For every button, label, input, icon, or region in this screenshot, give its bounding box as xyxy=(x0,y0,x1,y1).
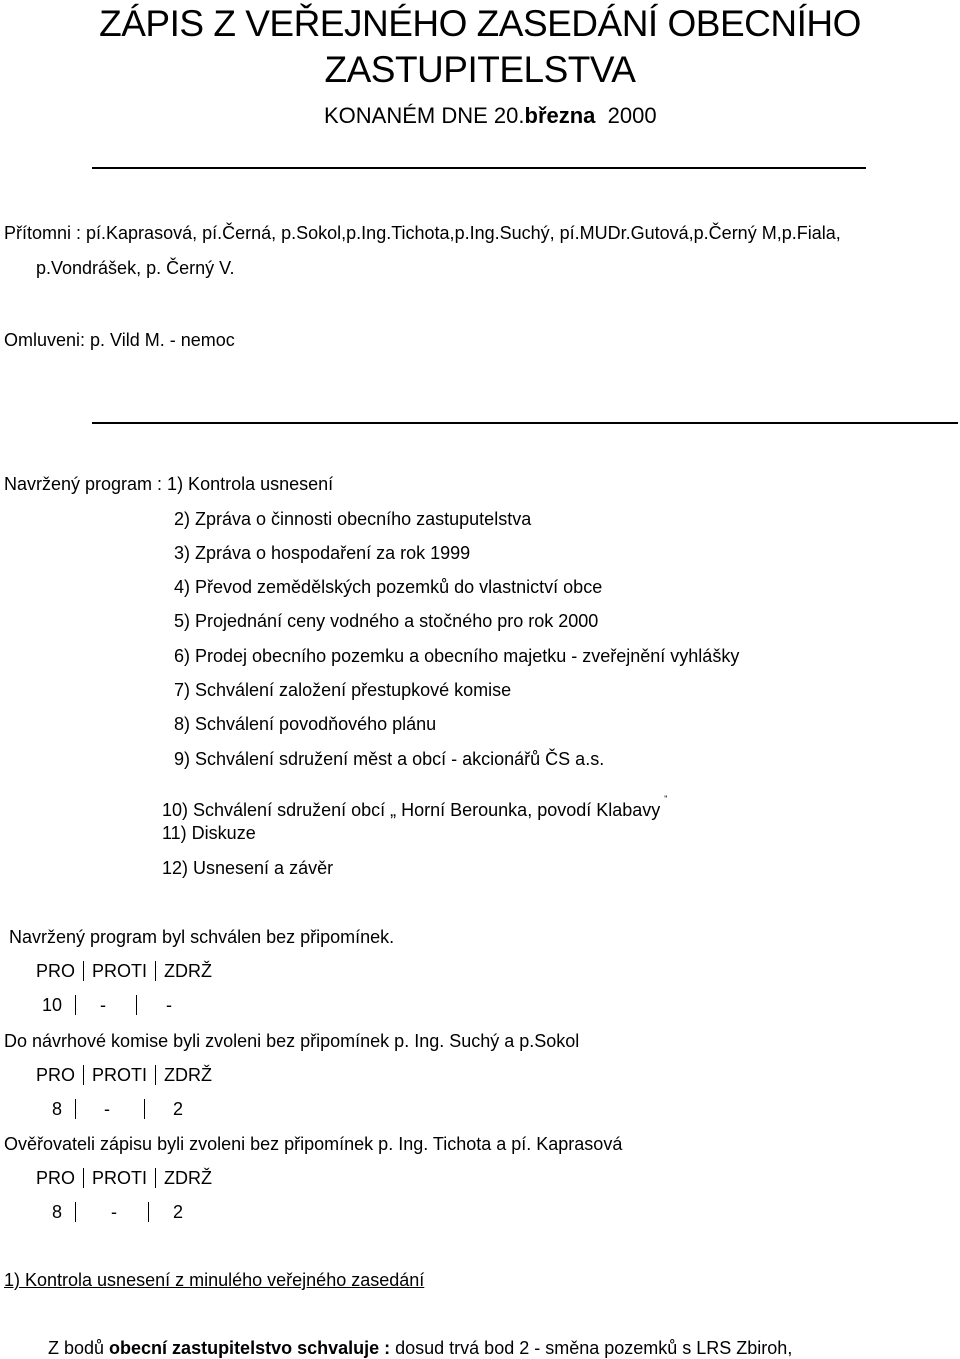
vote-header-proti: PROTI xyxy=(92,1065,148,1085)
vote-zdrz: - xyxy=(166,995,172,1015)
vote-separator xyxy=(136,995,137,1015)
vote-separator xyxy=(83,1168,84,1188)
document-title-line1: ZÁPIS Z VEŘEJNÉHO ZASEDÁNÍ OBECNÍHO xyxy=(99,3,861,44)
vote-proti: - xyxy=(111,1202,117,1222)
date-year-gap xyxy=(595,103,607,128)
attendance-divider xyxy=(92,422,958,424)
vote-header xyxy=(36,1064,212,1086)
vote-separator xyxy=(155,1065,156,1085)
vote-zdrz: 2 xyxy=(173,1099,184,1119)
resolution-text: Navržený program byl schválen bez připomínek. xyxy=(9,927,395,947)
vote-pro: 8 xyxy=(52,1202,63,1222)
vote-separator xyxy=(75,995,76,1015)
present-line2: p.Vondrášek, p. Černý V. xyxy=(36,258,235,278)
vote-separator xyxy=(75,1099,76,1119)
vote-separator xyxy=(75,1202,76,1222)
program-item: 8) Schválení povodňového plánu xyxy=(174,714,437,734)
date-year: 2000 xyxy=(607,103,657,128)
date-prefix: KONANÉM DNE 20. xyxy=(324,103,525,128)
vote-header-zdrz: ZDRŽ xyxy=(164,1168,213,1188)
vote-proti: - xyxy=(104,1099,110,1119)
vote-header-proti: PROTI xyxy=(92,961,148,981)
vote-separator xyxy=(155,1168,156,1188)
vote-zdrz: 2 xyxy=(173,1202,184,1222)
program-item: 2) Zpráva o činnosti obecního zastuputelstva xyxy=(174,509,532,529)
excused-line: Omluveni: p. Vild M. - nemoc xyxy=(4,330,235,350)
program-item: 12) Usnesení a závěr xyxy=(162,858,334,878)
vote-separator xyxy=(83,961,84,981)
vote-separator xyxy=(148,1202,149,1222)
vote-header-pro: PRO xyxy=(36,1168,76,1188)
vote-header xyxy=(36,1167,212,1189)
vote-header-zdrz: ZDRŽ xyxy=(164,961,213,981)
vote-header-pro: PRO xyxy=(36,1065,76,1085)
program-item: 5) Projednání ceny vodného a stočného pro rok 2000 xyxy=(174,611,599,631)
section-body-prefix: Z bodů xyxy=(48,1338,110,1358)
section-body-bold: obecní zastupitelstvo schvaluje : xyxy=(109,1338,391,1358)
program-item: 4) Převod zemědělských pozemků do vlastnictví obce xyxy=(174,577,603,597)
vote-header-zdrz: ZDRŽ xyxy=(164,1065,213,1085)
resolution-text: Do návrhové komise byli zvoleni bez připomínek p. Ing. Suchý a p.Sokol xyxy=(4,1031,580,1051)
vote-separator xyxy=(144,1099,145,1119)
program-item-10-text: 10) Schválení sdružení obcí „ Horní Berounka, povodí Klabavy xyxy=(162,800,661,820)
vote-header-proti: PROTI xyxy=(92,1168,148,1188)
program-item: 6) Prodej obecního pozemku a obecního majetku - zveřejnění vyhlášky xyxy=(174,646,740,666)
vote-pro: 10 xyxy=(42,995,63,1015)
present-line1: Přítomni : pí.Kaprasová, pí.Černá, p.Sokol,p.Ing.Tichota,p.Ing.Suchý, pí.MUDr.Gutová,p.Černý M,p.Fiala, xyxy=(4,223,841,243)
section-heading: 1) Kontrola usnesení z minulého veřejného zasedání xyxy=(4,1270,425,1290)
program-item-10 xyxy=(162,788,667,821)
program-item: 7) Schválení založení přestupkové komise xyxy=(174,680,512,700)
date-month: března xyxy=(524,103,596,128)
vote-separator xyxy=(83,1065,84,1085)
vote-header-pro: PRO xyxy=(36,961,76,981)
program-item: 3) Zpráva o hospodaření za rok 1999 xyxy=(174,543,471,563)
meeting-date xyxy=(324,103,657,129)
program-item-10-mark: " xyxy=(664,794,668,804)
program-label: Navržený program : 1) Kontrola usnesení xyxy=(4,474,334,494)
program-item: 11) Diskuze xyxy=(162,823,256,843)
section-body-rest: dosud trvá bod 2 - směna pozemků s LRS Zbiroh, xyxy=(390,1338,793,1358)
resolution-text: Ověřovateli zápisu byli zvoleni bez připomínek p. Ing. Tichota a pí. Kaprasová xyxy=(4,1134,623,1154)
program-item: 9) Schválení sdružení měst a obcí - akcionářů ČS a.s. xyxy=(174,749,605,769)
vote-header xyxy=(36,960,212,982)
section-body xyxy=(48,1337,792,1359)
vote-proti: - xyxy=(100,995,106,1015)
document-title-line2: ZASTUPITELSTVA xyxy=(324,49,636,90)
vote-pro: 8 xyxy=(52,1099,63,1119)
header-divider xyxy=(92,167,866,169)
vote-separator xyxy=(155,961,156,981)
